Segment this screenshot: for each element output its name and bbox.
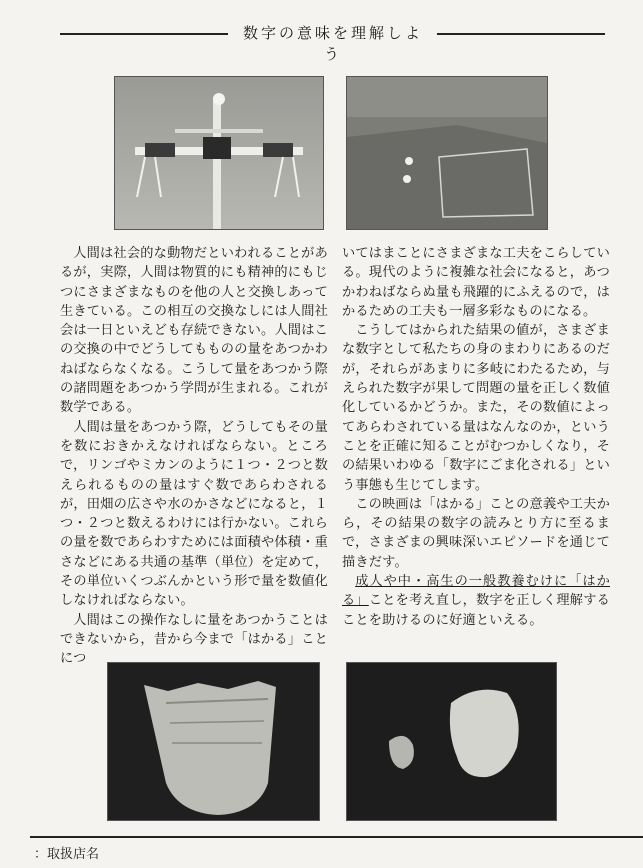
page-title: 数字の意味を理解しよう (242, 24, 423, 63)
header-rule-left (60, 33, 228, 35)
earthenware-pot-photo (107, 662, 320, 821)
balance-scale-photo (114, 76, 324, 230)
right-column (342, 244, 610, 630)
artifacts-photo (346, 662, 557, 821)
left-column (60, 244, 328, 669)
page-header (60, 20, 605, 63)
right-paragraph-2: こうしてはかられた結果の値が，さまざまな数字として私たちの身のまわりにあるのだが，それらがあまりに多岐にわたるため，与えられた数字が果して問題の量を正しく数値化しているかどうか。また，その数値によってあらわされている量はなんなのか，ということを正確に知ることがむつかしくなり，その結果いわゆる「数字にごま化される」という事態も生じてします。 (342, 323, 610, 493)
left-paragraph-2: 人間は量をあつかう際，どうしてもその量を数におきかえなければならない。ところで，リンゴやミカンのように１つ・２つと数えられるものの量はすぐ数であらわされるが，田畑の広さや水のかさなどになると，１つ・２つと数えるわけには行かない。これらの量を数であらわすためには面積や体積・重さなどにある共通の基準（単位）を定めて，その単位いくつぶんかという形で量を数値化しなければならない。 (60, 419, 328, 609)
distributor-label: ：取扱店名 (34, 847, 100, 862)
field-measurement-photo (346, 76, 548, 230)
left-paragraph-1: 人間は社会的な動物だといわれることがあるが，実際，人間は物質的にも精神的にもじつにさまざまなものを他の人と交換しあって生きている。この相互の交換なしには人間社会は一日といえども存続できない。人間はこの交換の中でどうしてもものの量をあつかわねばならなくなる。こうして量をあつかう際の諸問題をあつかう学問が生まれる。これが数学である。 (60, 246, 328, 416)
right-underlined-text: 成人や中・高生の一般教養むけに「はかる」 (342, 574, 610, 609)
left-paragraph-3: 人間はこの操作なしに量をあつかうことはできないから，昔から今まで「はかる」ことにつ (60, 612, 328, 667)
right-paragraph-3: この映画は「はかる」ことの意義や工夫から，その結果の数字の読みとり方に至るまで，さまざまの興味深いエピソードを通じて描きだす。 (342, 496, 610, 570)
right-paragraph-4 (342, 572, 610, 630)
header-rule-right (437, 33, 605, 35)
right-paragraph-1: いてはまことにさまざまな工夫をこらしている。現代のように複雑な社会になると，あつかわねばならぬ量も飛躍的にふえるので，はかるための工夫も一層多彩なものになる。 (342, 246, 610, 319)
right-final-text: ことを考え直し，数字を正しく理解することを助けるのに好適といえる。 (342, 593, 610, 628)
footer-rule (30, 836, 643, 838)
